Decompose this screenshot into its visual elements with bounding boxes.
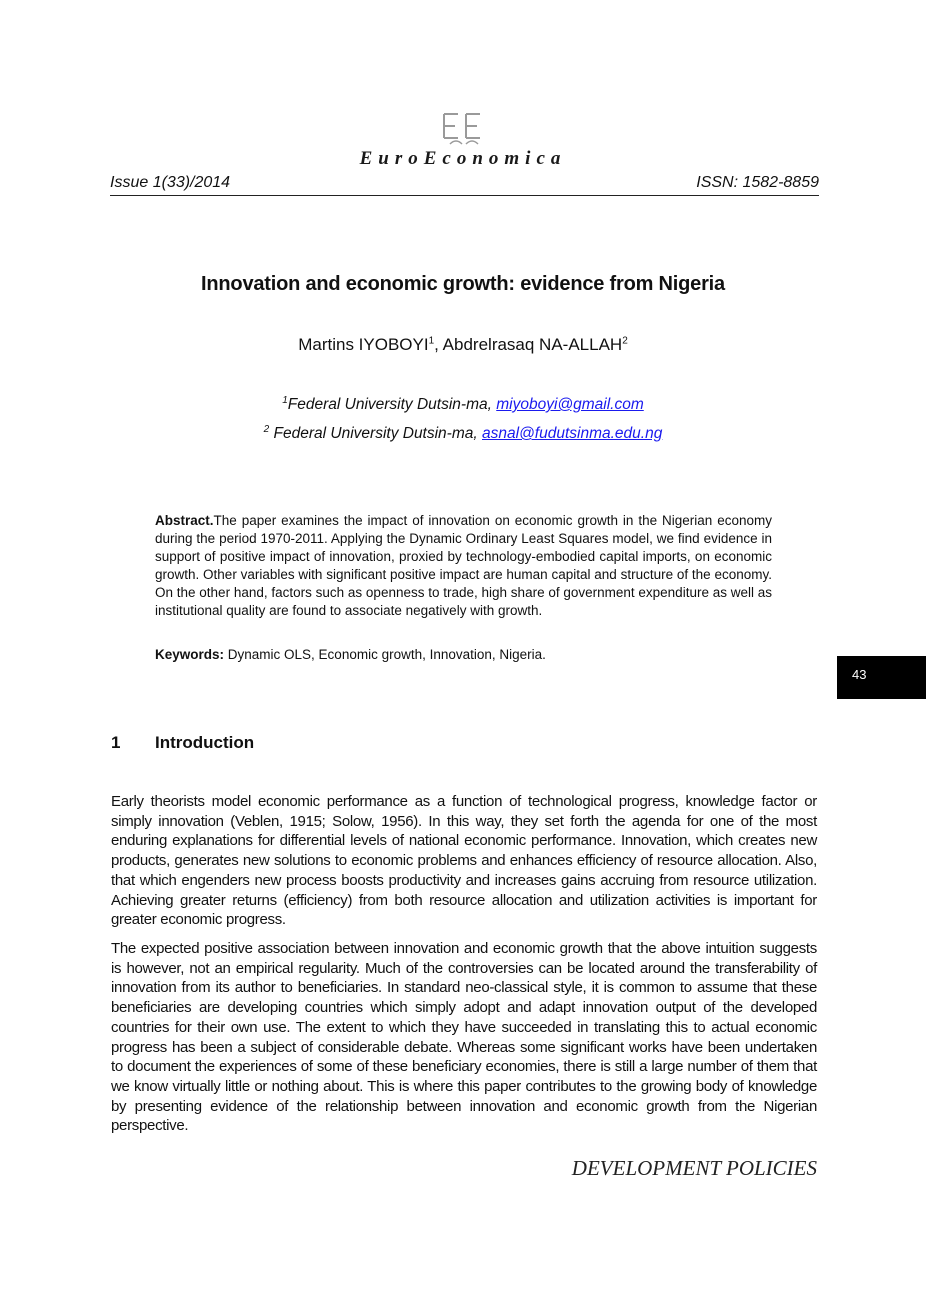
header-divider [110,195,819,196]
page-number: 43 [852,667,867,682]
author-email-link[interactable]: miyoboyi@gmail.com [496,396,644,413]
affiliation-institution: Federal University Dutsin-ma, [269,425,482,442]
abstract-text: The paper examines the impact of innovation on economic growth in the Nigerian economy during the period 1970-2011. Applying the Dynamic Ordinary Least Squares model, we find evidence in support of positive impact of innovation, proxied by technology-embodied capital imports, on economic growth. Other variables with significant positive impact are human capital and structure of the economy. On the other hand, factors such as openness to trade, high share of government expenditure as well as institutional quality are found to associate negatively with growth. [155,513,772,618]
body-paragraph: Early theorists model economic performance as a function of technological progress, knowledge factor or simply innovation (Veblen, 1915; Solow, 1956). In this way, they set forth the agenda for one of the most enduring explanations for differential levels of national economic performance. Innovation, which creates new products, generates new solutions to economic problems and enhances efficiency of resource allocation. Also, that which engenders new process boosts productivity and increases gains accruing from resource utilization. Achieving greater returns (efficiency) from both resource allocation and utilization activities is important for greater economic progress. [111,793,817,929]
author-email-link[interactable]: asnal@fudutsinma.edu.ng [482,425,663,442]
keywords-label: Keywords: [155,647,225,662]
keywords [155,647,772,662]
author-name: Abdrelrasaq NA-ALLAH [442,335,623,354]
issue-number: Issue 1(33)/2014 [110,174,231,191]
body-paragraph: The expected positive association between innovation and economic growth that the above intuition suggests is however, not an empirical regularity. Much of the controversies can be located around the transferability of innovation from its author to beneficiaries. In standard neo-classical style, it is common to assume that these beneficiaries are developing countries which simply adopt and adapt innovation output of the developed countries for their own use. The extent to which they have succeeded in translating this to actual economic progress has been a subject of considerable debate. Whereas some significant works have been undertaken to document the experiences of some of these beneficiary economies, there is still a large number of them that we know virtually little or nothing about. This is where this paper contributes to the growing body of knowledge by presenting evidence of the relationship between innovation and economic growth from the Nigerian perspective. [111,940,817,1135]
footer-section-label: DEVELOPMENT POLICIES [571,1156,817,1180]
journal-logo-icon [436,110,490,150]
journal-name: EuroEconomica [359,148,567,169]
author-affiliation-marker: 2 [622,335,628,347]
affiliation-marker: 2 [263,423,270,435]
abstract-label: Abstract. [155,513,214,528]
affiliation-marker: 1 [282,394,288,406]
affiliation-2 [0,425,926,443]
page-number-tab [837,656,926,699]
article-title: Innovation and economic growth: evidence from Nigeria [201,273,725,295]
abstract [155,512,772,620]
author-affiliation-marker: 1 [428,335,435,347]
affiliation-institution: Federal University Dutsin-ma, [287,396,497,413]
affiliation-1 [0,396,926,414]
author-name: Martins IYOBOYI [298,335,429,354]
section-title: Introduction [155,733,255,752]
section-number: 1 [111,733,121,752]
issn: ISSN: 1582-8859 [696,174,819,191]
author-separator: , [434,335,443,354]
author-list [0,335,926,355]
keywords-text: Dynamic OLS, Economic growth, Innovation, Nigeria. [224,647,546,662]
